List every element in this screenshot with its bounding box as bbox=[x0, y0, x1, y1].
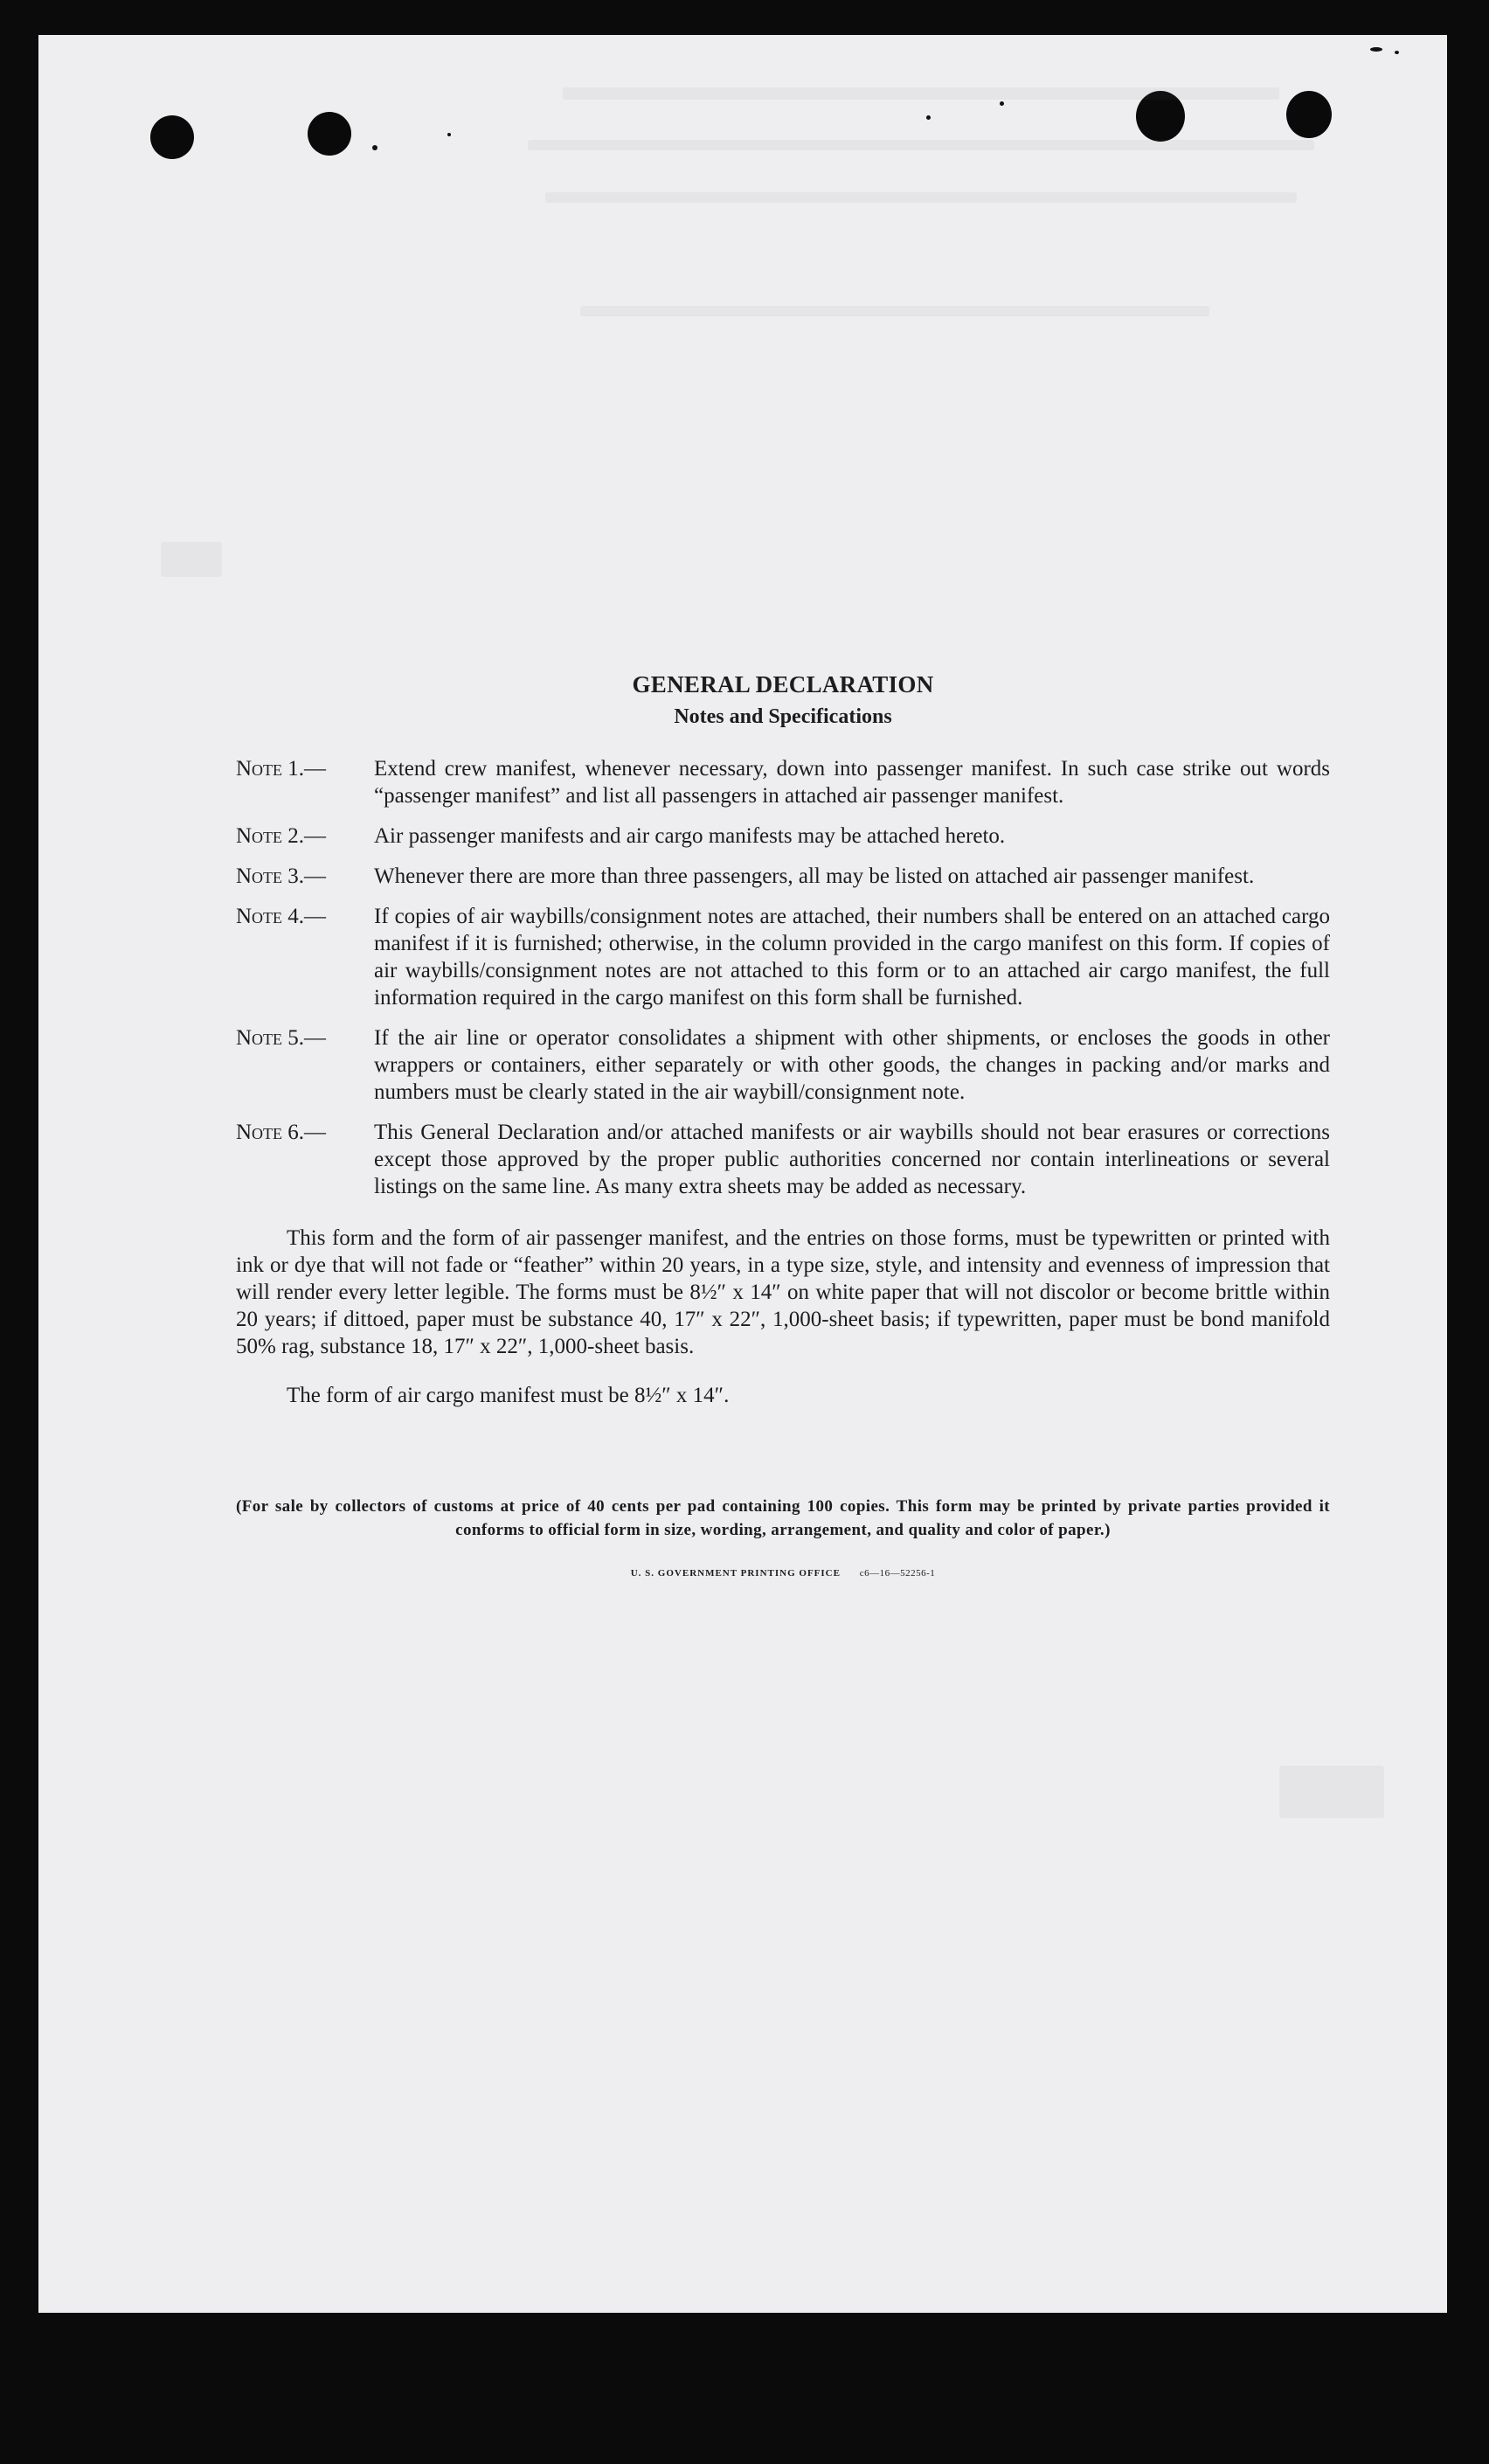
printer-code: c6—16—52256-1 bbox=[859, 1568, 936, 1579]
punch-hole bbox=[150, 115, 194, 159]
note-6 bbox=[236, 1119, 1330, 1200]
speck bbox=[1000, 101, 1004, 106]
note-label: Note 5.— bbox=[236, 1026, 327, 1050]
page-subtitle: Notes and Specifications bbox=[674, 705, 892, 728]
note-label: Note 1.— bbox=[236, 757, 327, 781]
note-4 bbox=[236, 903, 1330, 1011]
page-title: GENERAL DECLARATION bbox=[632, 671, 934, 698]
show-through-mark bbox=[528, 140, 1314, 150]
note-5 bbox=[236, 1024, 1330, 1106]
sale-note: (For sale by collectors of customs at price of 40 cents per pad containing 100 copies. This form may be printed by private parties provided it conforms to official form in size, wording, arrangement, and quality and color of paper.) bbox=[236, 1497, 1330, 1539]
punch-hole bbox=[1286, 91, 1332, 138]
printer-office: U. S. GOVERNMENT PRINTING OFFICE bbox=[630, 1568, 841, 1579]
note-text: If copies of air waybills/consignment notes are attached, their numbers shall be entered on an attached cargo manifest if it is furnished; otherwise, in the column provided in the cargo manifest on this form. If copies of air waybills/consignment notes are not attached to this form or to an attached air cargo manifest, the full information required in the cargo manifest on this form shall be furnished. bbox=[374, 905, 1330, 1010]
speck bbox=[1370, 47, 1382, 52]
speck bbox=[1395, 51, 1399, 54]
note-label: Note 2.— bbox=[236, 824, 327, 848]
speck bbox=[372, 145, 377, 150]
note-label: Note 3.— bbox=[236, 864, 327, 888]
printer-imprint bbox=[236, 1568, 1330, 1579]
note-text: If the air line or operator consolidates a shipment with other shipments, or encloses the goods in other wrappers or containers, either separately or with other goods, the changes in packing and/or marks and numbers must be clearly stated in the air waybill/consignment note. bbox=[374, 1026, 1330, 1104]
show-through-mark bbox=[1279, 1766, 1384, 1818]
note-text: Whenever there are more than three passengers, all may be listed on attached air passenger manifest. bbox=[374, 864, 1255, 888]
show-through-mark bbox=[580, 306, 1209, 316]
form-requirements-paragraph: This form and the form of air passenger manifest, and the entries on those forms, must be typewritten or printed with ink or dye that will not fade or “feather” within 20 years, in a type size, style, and intensity and evenness of impression that will render every letter legible. The forms must be 8½″ x 14″ on white paper that will not discolor or become brittle within 20 years; if dittoed, paper must be substance 40, 17″ x 22″, 1,000-sheet basis; if typewritten, paper must be bond manifold 50% rag, substance 18, 17″ x 22″, 1,000-sheet basis. bbox=[236, 1226, 1330, 1358]
note-text: Extend crew manifest, whenever necessary, down into passenger manifest. In such case strike out words “passenger manifest” and list all passengers in attached air passenger manifest. bbox=[374, 757, 1330, 808]
punch-hole bbox=[308, 112, 351, 156]
note-2 bbox=[236, 822, 1330, 850]
cargo-form-size-paragraph: The form of air cargo manifest must be 8½″ x 14″. bbox=[287, 1384, 730, 1407]
note-1 bbox=[236, 755, 1330, 809]
show-through-mark bbox=[563, 87, 1279, 100]
show-through-mark bbox=[545, 192, 1297, 203]
note-text: This General Declaration and/or attached manifests or air waybills should not bear erasures or corrections except those approved by the proper public authorities concerned nor contain interlineations or several listings on the same line. As many extra sheets may be added as necessary. bbox=[374, 1121, 1330, 1198]
declaration-content bbox=[236, 671, 1330, 1579]
show-through-mark bbox=[161, 542, 222, 577]
note-label: Note 4.— bbox=[236, 905, 327, 928]
note-3 bbox=[236, 863, 1330, 890]
note-text: Air passenger manifests and air cargo manifests may be attached hereto. bbox=[374, 824, 1006, 848]
speck bbox=[926, 115, 931, 120]
note-label: Note 6.— bbox=[236, 1121, 327, 1144]
document-page bbox=[38, 35, 1447, 2313]
speck bbox=[447, 133, 451, 136]
